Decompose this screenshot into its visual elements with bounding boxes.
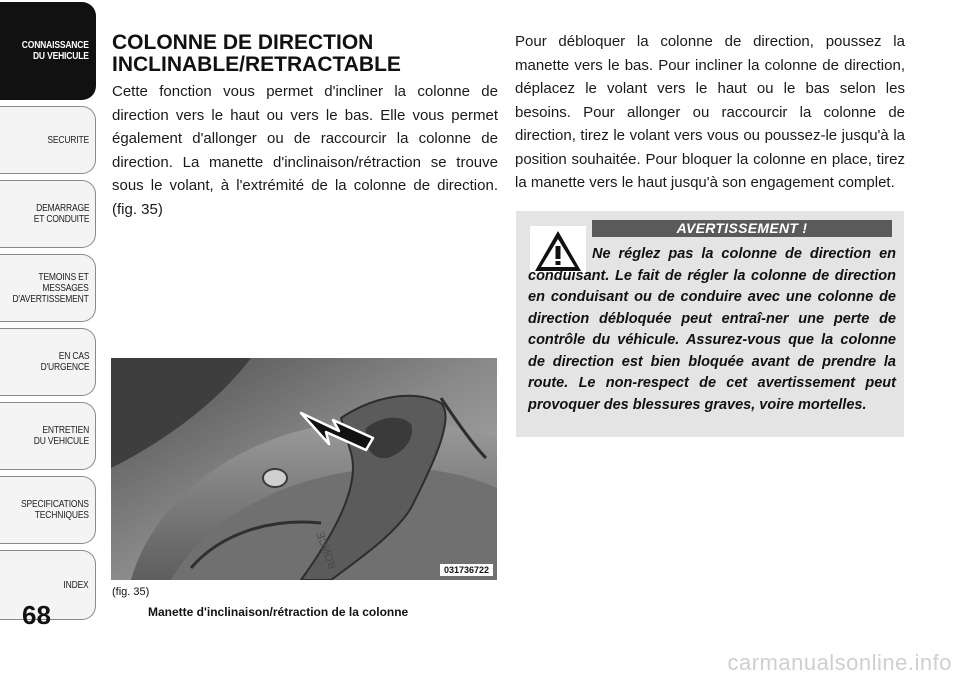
tab-securite[interactable] [0, 106, 96, 174]
watermark: carmanualsonline.info [727, 650, 952, 675]
tab-label: TEMOINS ET MESSAGES D'AVERTISSEMENT [12, 271, 89, 305]
tab-specifications-techniques[interactable] [0, 476, 96, 544]
tab-entretien-du-vehicule[interactable] [0, 402, 96, 470]
steering-column-figure [111, 358, 497, 580]
figure-label: (fig. 35) [112, 586, 150, 598]
tab-label: ENTRETIEN DU VEHICULE [33, 425, 89, 447]
tab-label: INDEX [63, 579, 89, 591]
tab-label: SECURITE [47, 134, 89, 146]
tab-label: DEMARRAGE ET CONDUITE [33, 203, 89, 225]
tab-label: EN CAS D'URGENCE [40, 351, 89, 373]
tab-connaissance-du-vehicule[interactable] [0, 2, 96, 100]
warning-text: Ne réglez pas la colonne de direction en conduisant. Le fait de régler la colonne de direction en conduisant ou de conduire avec une colonne de direction débloquée peut entraî-ner une perte de contrôle du véhicule. Assurez-vous que la colonne de direction est bien bloquée avant de prendre la route. Le non-respect de cet avertissement peut provoquer des blessures graves, voire mortelles. [528, 246, 896, 413]
tab-label: SPECIFICATIONS TECHNIQUES [21, 499, 89, 521]
warning-box [516, 211, 904, 437]
page-number: 68 [22, 600, 51, 630]
steering-column-photo [111, 358, 497, 580]
svg-text:ƎƆИOꓤ: ƎƆИOꓤ [313, 529, 338, 572]
section-title: COLONNE DE DIRECTION INCLINABLE/RETRACTABLE [112, 31, 401, 76]
tab-en-cas-d-urgence[interactable] [0, 328, 96, 396]
tab-demarrage-et-conduite[interactable] [0, 180, 96, 248]
figure-caption: Manette d'inclinaison/rétraction de la colonne [148, 605, 409, 619]
tab-label: CONNAISSANCE DU VEHICULE [22, 40, 89, 62]
figure-code: 031736722 [440, 564, 493, 576]
instructions-paragraph: Pour débloquer la colonne de direction, poussez la manette vers le bas. Pour incliner la colonne de direction, déplacez le volant vers le haut ou le bas selon les besoins. Pour allonger ou raccourcir la colonne de direction, tirez le volant vers vous ou poussez-le jusqu'à la position souhaitée. Pour bloquer la colonne en place, tirez la manette vers le haut jusqu'à son engagement complet. [515, 33, 905, 191]
warning-header: AVERTISSEMENT ! [592, 220, 892, 237]
tab-temoins-et-messages[interactable] [0, 254, 96, 322]
intro-paragraph: Cette fonction vous permet d'incliner la colonne de direction vers le haut ou vers le bas. Elle vous permet également d'allonger ou de raccourcir la colonne de direction. La manette d'inclinaison/rétraction se trouve sous le volant, à l'extrémité de la colonne de direction. (fig. 35) [112, 83, 498, 218]
chapter-sidebar [0, 0, 100, 678]
